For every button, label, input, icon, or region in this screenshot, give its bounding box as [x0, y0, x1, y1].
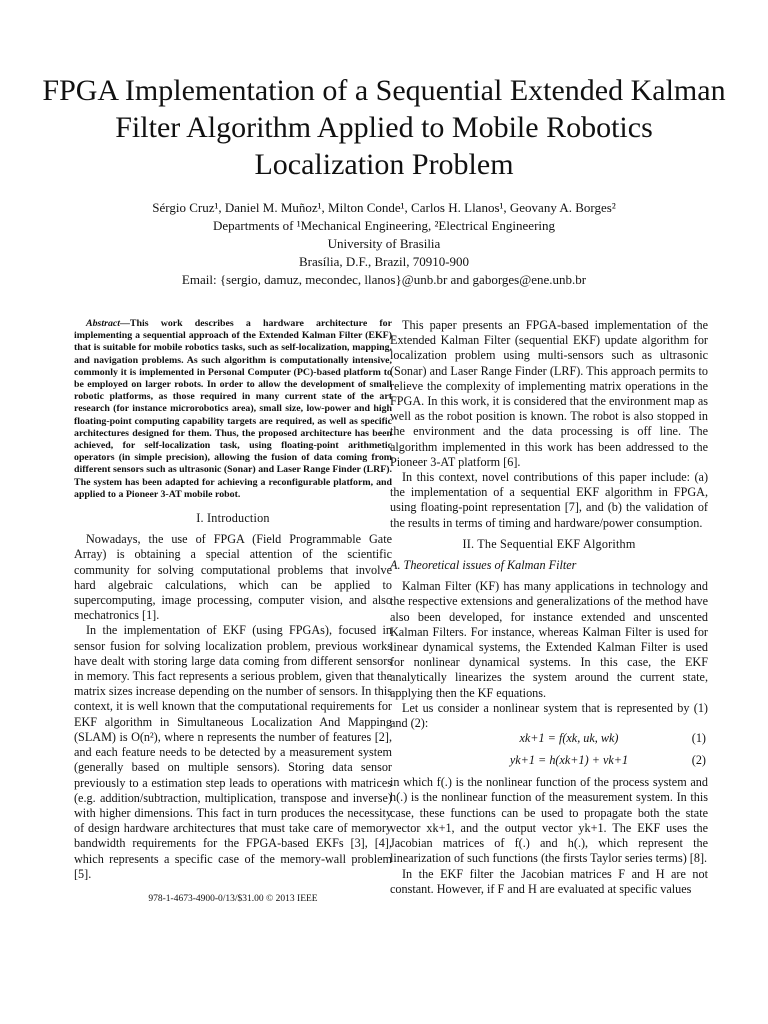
equation-number: (2) — [691, 753, 706, 768]
paragraph: In this context, novel contributions of this paper include: (a) the implementation of a sequential EKF algorithm in FPGA, using floating-point representation [7], and (b) the validation of the results in terms of timing and hardware/power consumption. — [390, 470, 708, 530]
equation-number: (1) — [691, 731, 706, 746]
abstract-text: —This work describes a hardware architecture for implementing a sequential approach of the Extended Kalman Filter (EKF) that is suitable for mobile robotics tasks, such as self-localization, mapping, and navigation problems. As such algorithm is computationally intensive, commonly it is implemented in Personal Computer (PC)-based platform to be employed on larger robots. In order to allow the development of small robotic platforms, as those required in many current state of the art research (for instance microrobotics area), small size, low-power and high floating-point computing capability targets are required, as well as specific architectures designed for them. Thus, the proposed architecture has been achieved, for self-localization task, using floating-point arithmetic operators (in simple precision), allowing the fusion of data coming from different sensors such as ultrasonic (Sonar) and Laser Range Finder (LRF). The system has been adapted for achieving a reconfigurable platform, and applied to a Pioneer 3-AT mobile robot. — [74, 318, 392, 500]
equation-2 — [390, 753, 708, 775]
email: Email: {sergio, damuz, mecondec, llanos}@unb.br and gaborges@ene.unb.br — [181, 272, 587, 287]
paper-title: FPGA Implementation of a Sequential Extended Kalman Filter Algorithm Applied to Mobile Robotics Localization Problem — [42, 74, 726, 181]
paragraph: Nowadays, the use of FPGA (Field Programmable Gate Array) is obtaining a special attention of the scientific community for solving computational problems that involve hard algebraic calculations, which can be applied to supercomputing, image processing, computer vision, and also mechatronics [1]. — [74, 532, 392, 623]
equation-body: yk+1 = h(xk+1) + vk+1 — [509, 753, 629, 768]
abstract-label: Abstract — [86, 318, 121, 329]
paragraph: In the implementation of EKF (using FPGAs), focused in sensor fusion for solving localization problem, previous works have dealt with storing large data coming from different sensors in memory. This fact represents a serious problem, given that the matrix sizes increase depending on the number of sensors. In this context, it is well known that the computational requirements for EKF algorithm in Simultaneous Localization And Mapping (SLAM) is O(n²), where n represents the number of features [2], and each feature needs to be detected by a measurement system (generally based on multiple sensors). Storing data sensor previously to a estimation step leads to operations with matrices (e.g. addition/subtraction, multiplication, transpose and inverse) with higher dimensions. This fact in turn produces the necessity of design hardware architectures that must take care of memory bandwidth requirements for the FPGA-based EKFs [3], [4], which represents a specific case of the memory-wall problem [5]. — [74, 623, 392, 881]
right-column — [390, 318, 708, 897]
subsection-heading: A. Theoretical issues of Kalman Filter — [390, 558, 577, 573]
paragraph: in which f(.) is the nonlinear function of the process system and h(.) is the nonlinear function of the measurement system. In this case, these functions can be used to propagate both the state vector xk+1, and the output vector yk+1. The EKF uses the Jacobian matrices of f(.) and h(.), which represent the linearization of such functions (the firsts Taylor series terms) [8]. — [390, 775, 708, 866]
paragraph: Let us consider a nonlinear system that is represented by (1) and (2): — [390, 700, 708, 731]
equation-body: xk+1 = f(xk, uk, wk) — [519, 731, 619, 746]
equation-1 — [390, 731, 708, 753]
paragraph: This paper presents an FPGA-based implementation of the Extended Kalman Filter (sequential EKF) update algorithm for localization problem using multi-sensors such as ultrasonic (Sonar) and Laser Range Finder (LRF). This approach permits to relieve the complexity of implementing matrix operations in the FPGA. In this work, it is considered that the environment map as well as the robot position is known. The robot is also stopped in the environment and the data processing is off line. The algorithm implemented in this work has been addressed to the Pioneer 3-AT platform [6]. — [390, 318, 708, 469]
section-heading-introduction: I. Introduction — [196, 511, 270, 526]
author-block — [40, 199, 728, 289]
address: Brasília, D.F., Brazil, 70910-900 — [298, 254, 470, 269]
university: University of Brasilia — [327, 236, 441, 251]
abstract — [74, 318, 392, 501]
section-heading-sequential-ekf: II. The Sequential EKF Algorithm — [462, 536, 636, 551]
author-list: Sérgio Cruz¹, Daniel M. Muñoz¹, Milton Conde¹, Carlos H. Llanos¹, Geovany A. Borges² — [152, 200, 616, 215]
paragraph: Kalman Filter (KF) has many applications in technology and the respective extensions and generalizations of the method have also been developed, for instance extended and unscented Kalman Filters. For instance, whereas Kalman Filter is used for linear dynamical systems, the Extended Kalman Filter is used for nonlinear dynamical systems. In this case, the EKF analytically linearizes the system around the current state, applying then the KF equations. — [390, 579, 708, 700]
departments: Departments of ¹Mechanical Engineering, ²Electrical Engineering — [212, 218, 556, 233]
paragraph: In the EKF filter the Jacobian matrices F and H are not constant. However, if F and H are evaluated at specific values — [390, 866, 708, 896]
left-column — [74, 318, 392, 907]
copyright-footer: 978-1-4673-4900-0/13/$31.00 © 2013 IEEE — [148, 893, 318, 904]
